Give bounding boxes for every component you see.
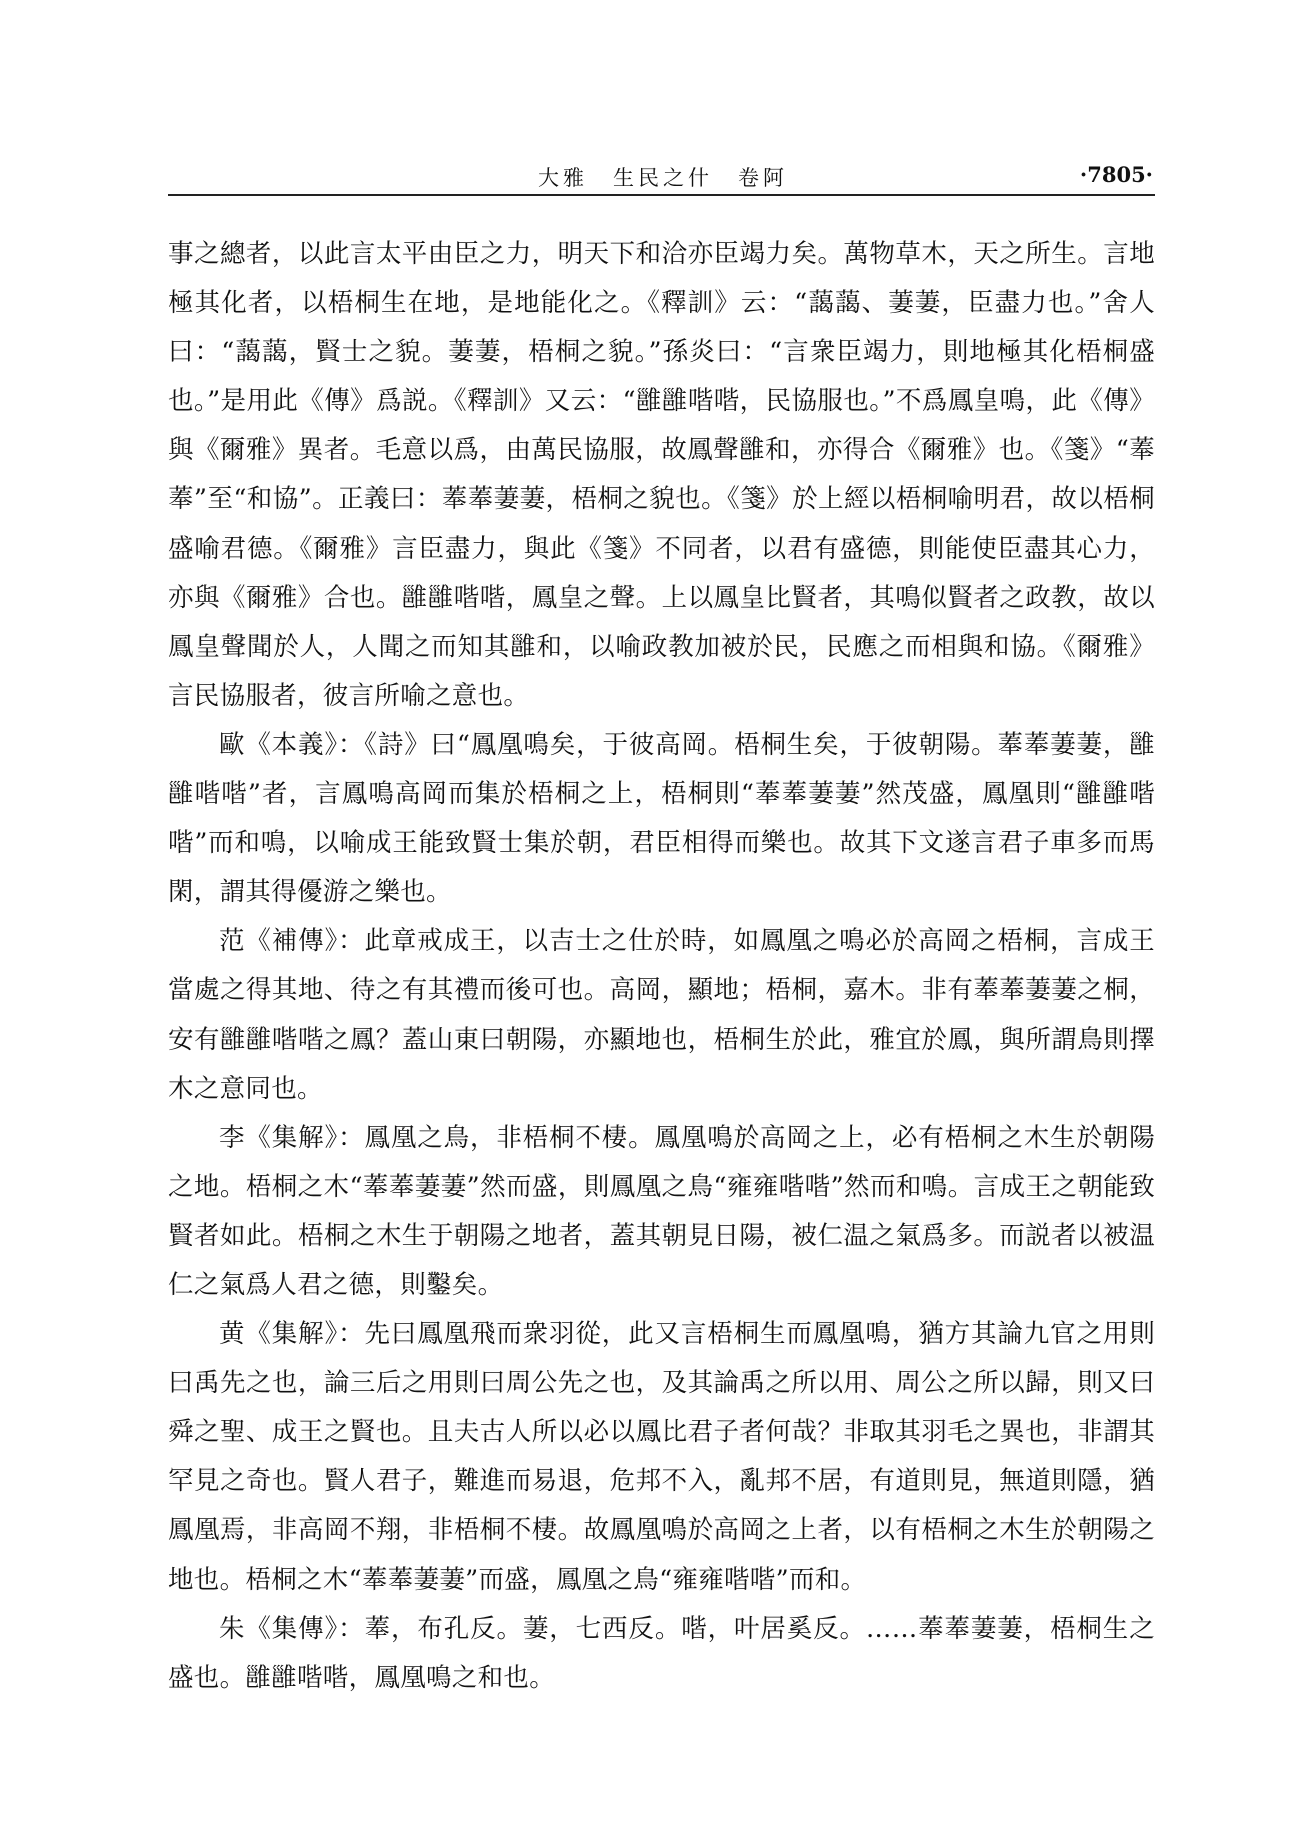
page-number: ·7805· [1079,162,1153,187]
paragraph-huang-jijie: 黄《集解》：先曰鳳凰飛而衆羽從，此又言梧桐生而鳳凰鳴，猶方其論九官之用則曰禹先之也，論三后之用則曰周公先之也，及其論禹之所以用、周公之所以歸，則又曰舜之聖、成王之賢也。且夫古人所以必以鳳比君子者何哉？非取其羽毛之異也，非謂其罕見之奇也。賢人君子，難進而易退，危邦不入，亂邦不居，有道則見，無道則隱，猶鳳凰焉，非高岡不翔，非梧桐不棲。故鳳凰鳴於高岡之上者，以有梧桐之木生於朝陽之地也。梧桐之木“菶菶萋萋”而盛，鳳凰之鳥“雍雍喈喈”而和。 [168,1319,1155,1595]
running-header [168,158,1155,196]
paragraph-continuation: 事之總者，以此言太平由臣之力，明天下和洽亦臣竭力矣。萬物草木，天之所生。言地極其化者，以梧桐生在地，是地能化之。《釋訓》云：“藹藹、萋萋，臣盡力也。”舍人曰：“藹藹，賢士之貌。萋萋，梧桐之貌。”孫炎曰：“言衆臣竭力，則地極其化梧桐盛也。”是用此《傳》爲説。《釋訓》又云：“雝雝喈喈，民協服也。”不爲鳳皇鳴，此《傳》與《爾雅》異者。毛意以爲，由萬民協服，故鳳聲雝和，亦得合《爾雅》也。《箋》“菶菶”至“和協”。正義曰：菶菶萋萋，梧桐之貌也。《箋》於上經以梧桐喻明君，故以梧桐盛喻君德。《爾雅》言臣盡力，與此《箋》不同者，以君有盛德，則能使臣盡其心力，亦與《爾雅》合也。雝雝喈喈，鳳皇之聲。上以鳳皇比賢者，其鳴似賢者之政教，故以鳳皇聲聞於人，人聞之而知其雝和，以喻政教加被於民，民應之而相與和協。《爾雅》言民協服者，彼言所喻之意也。 [168,239,1155,711]
paragraph-ou-benyi: 歐《本義》：《詩》曰“鳳凰鳴矣，于彼高岡。梧桐生矣，于彼朝陽。菶菶萋萋，雝雝喈喈”者，言鳳鳴高岡而集於梧桐之上，梧桐則“菶菶萋萋”然茂盛，鳳凰則“雝雝喈喈”而和鳴，以喻成王能致賢士集於朝，君臣相得而樂也。故其下文遂言君子車多而馬閑，謂其得優游之樂也。 [168,729,1155,908]
body-text [168,230,1155,1703]
header-title: 大雅 生民之什 卷阿 [538,166,788,190]
paragraph-zhu-jizhuan: 朱《集傳》：菶，布孔反。萋，七西反。喈，叶居奚反。……菶菶萋萋，梧桐生之盛也。雝雝喈喈，鳳凰鳴之和也。 [168,1613,1155,1693]
header-rule [168,194,1155,196]
paragraph-fan-buzhuan: 范《補傳》：此章戒成王，以吉士之仕於時，如鳳凰之鳴必於高岡之梧桐，言成王當處之得其地、待之有其禮而後可也。高岡，顯地；梧桐，嘉木。非有菶菶萋萋之桐，安有雝雝喈喈之鳳？蓋山東曰朝陽，亦顯地也，梧桐生於此，雅宜於鳳，與所謂鳥則擇木之意同也。 [168,926,1155,1104]
paragraph-li-jijie: 李《集解》：鳳凰之鳥，非梧桐不棲。鳳凰鳴於高岡之上，必有梧桐之木生於朝陽之地。梧桐之木“菶菶萋萋”然而盛，則鳳凰之鳥“雍雍喈喈”然而和鳴。言成王之朝能致賢者如此。梧桐之木生于朝陽之地者，蓋其朝見日陽，被仁温之氣爲多。而説者以被温仁之氣爲人君之德，則鑿矣。 [168,1122,1155,1300]
